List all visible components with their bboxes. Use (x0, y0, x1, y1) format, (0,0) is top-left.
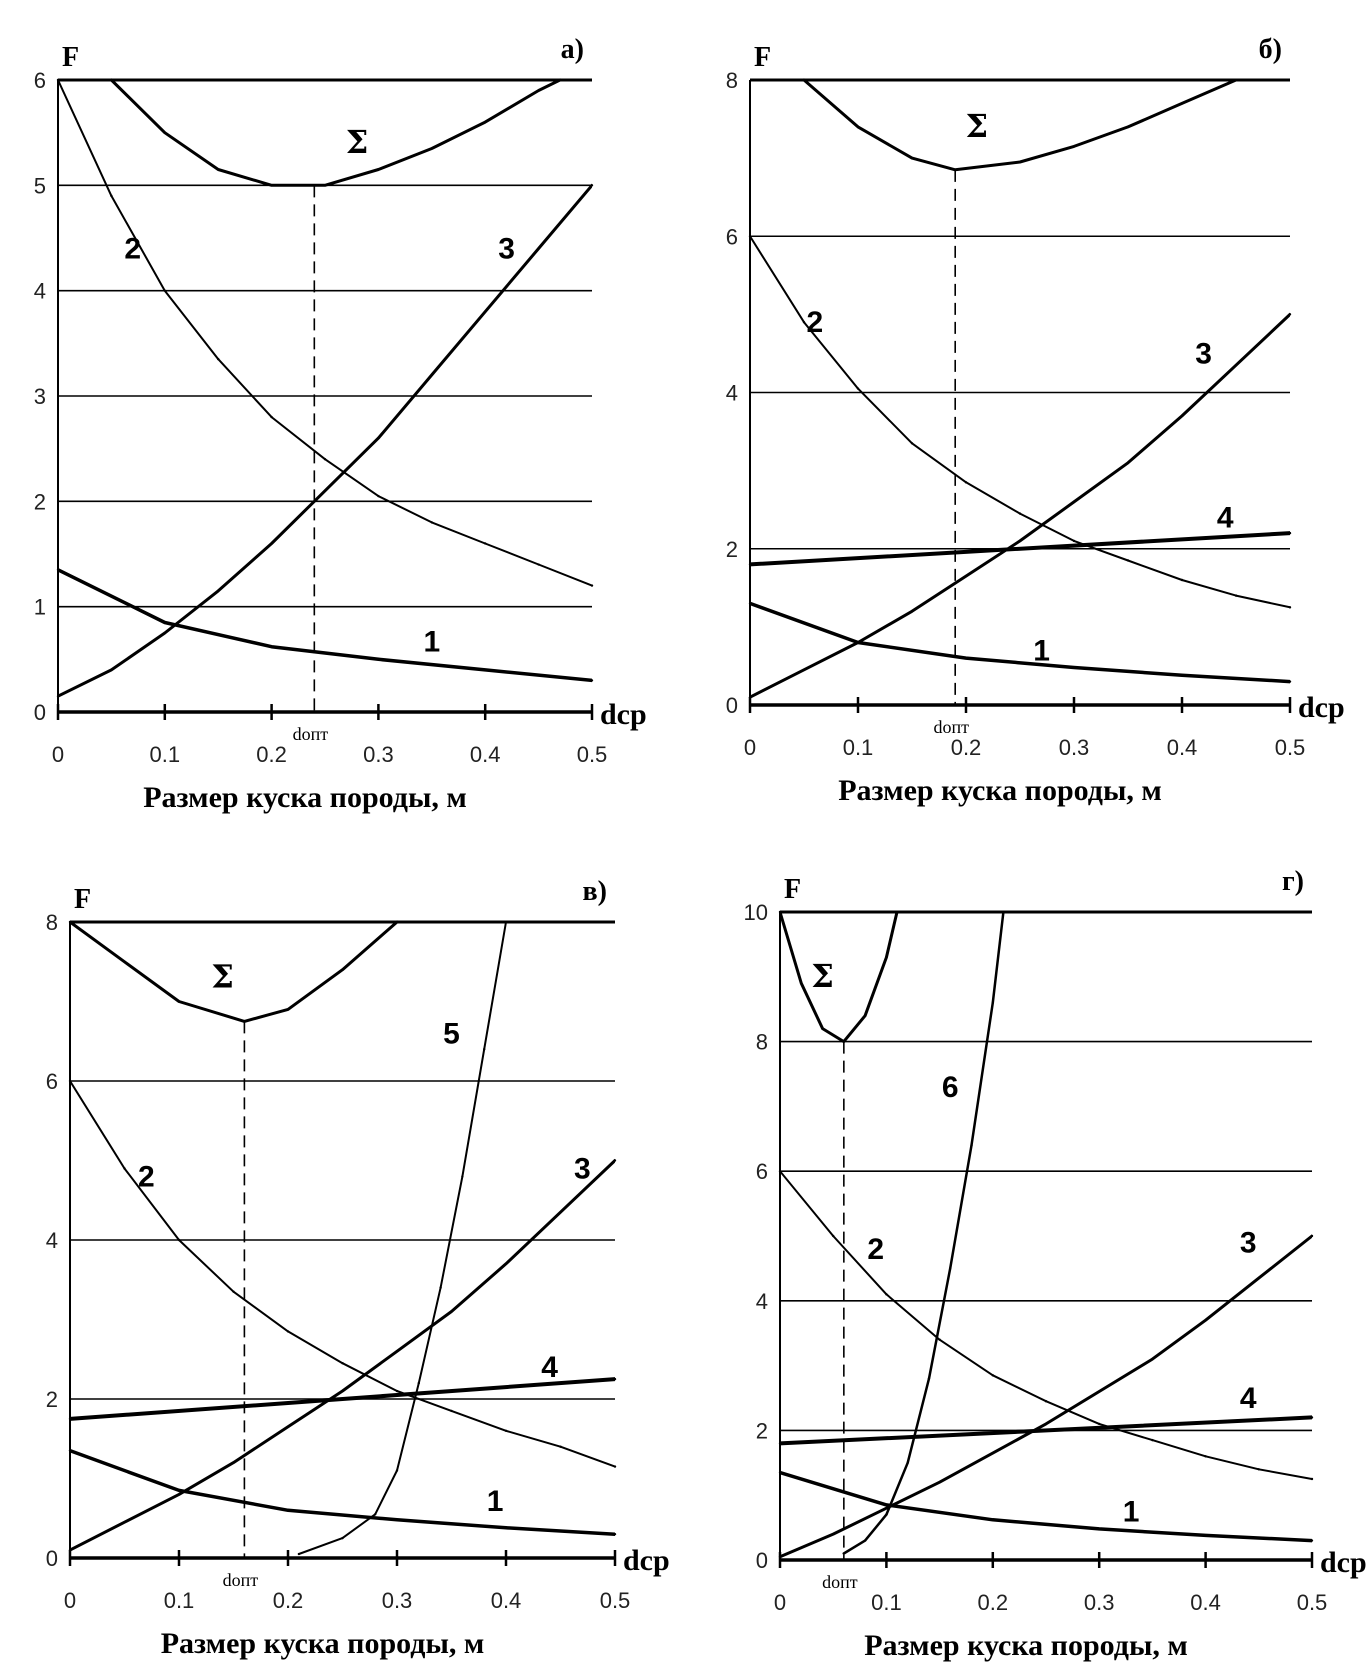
x-tick-label: 0.4 (1166, 735, 1198, 760)
series-1-point (1311, 1539, 1313, 1541)
series-1-point (749, 602, 751, 604)
series-5-point (341, 1537, 343, 1539)
series-sigma-point (270, 184, 272, 186)
series-sigma-point (123, 961, 125, 963)
x-tick-label: 0.3 (381, 1588, 413, 1613)
series-2-line (70, 1081, 615, 1467)
series-2-label: 2 (806, 306, 824, 340)
series-4-point (1311, 1416, 1313, 1418)
series-sigma-point (1127, 126, 1129, 128)
series-1-point (396, 1519, 398, 1521)
series-2-point (232, 1290, 234, 1292)
series-3-point (803, 669, 805, 671)
series-2-point (69, 1080, 71, 1082)
series-3-point (965, 575, 967, 577)
optimum-label: dопт (822, 1572, 858, 1592)
y-tick-label: 2 (33, 489, 46, 515)
series-3-point (779, 1556, 781, 1558)
panel-label: г) (1281, 866, 1304, 897)
series-2-point (270, 416, 272, 418)
series-2-line (750, 236, 1290, 607)
series-3-line (750, 314, 1290, 697)
series-1-point (1289, 680, 1291, 682)
y-tick-label: 4 (725, 380, 738, 406)
series-3-label: 3 (1195, 337, 1212, 371)
x-tick-label: 0.2 (977, 1590, 1009, 1615)
series-sigma-point (377, 168, 379, 170)
series-6-point (864, 1539, 866, 1541)
series-3-point (1235, 364, 1237, 366)
series-1-point (377, 658, 379, 660)
series-1-line (70, 1451, 615, 1535)
series-4-label: 4 (1239, 1382, 1257, 1415)
series-sigma-label: Σ (211, 957, 234, 996)
series-5-point (418, 1382, 420, 1384)
x-tick-label: 0.3 (363, 742, 394, 767)
series-2-point (164, 289, 166, 291)
x-axis-name: dср (1298, 691, 1345, 724)
y-tick-label: 5 (33, 173, 46, 199)
series-sigma-point (537, 89, 539, 91)
series-6-point (1002, 911, 1004, 913)
y-tick-label: 2 (45, 1387, 58, 1412)
series-2-point (324, 458, 326, 460)
optimum-label: dопт (933, 717, 969, 737)
series-2-point (287, 1330, 289, 1332)
series-3-point (287, 1426, 289, 1428)
series-6-point (906, 1462, 908, 1464)
y-tick-label: 6 (725, 224, 738, 250)
series-3-point (559, 1211, 561, 1213)
series-3-point (832, 1533, 834, 1535)
series-3-point (537, 247, 539, 249)
series-sigma-label: Σ (811, 956, 834, 995)
series-1-point (885, 1504, 887, 1506)
series-sigma-point (69, 921, 71, 923)
series-1-label: 1 (1122, 1495, 1140, 1529)
y-axis-label: F (74, 884, 92, 915)
series-4-point (69, 1418, 71, 1420)
series-3-line (780, 1236, 1312, 1557)
series-2-point (965, 481, 967, 483)
series-sigma-point (324, 184, 326, 186)
series-3-point (110, 669, 112, 671)
x-axis-title: Размер куска породы, м (838, 774, 1162, 807)
x-tick-label: 0 (51, 742, 65, 767)
series-1-point (779, 1471, 781, 1473)
series-3-point (938, 1481, 940, 1483)
y-tick-label: 8 (45, 910, 58, 935)
series-6-label: 6 (941, 1070, 959, 1104)
x-tick-label: 0 (63, 1588, 77, 1613)
series-sigma-point (779, 911, 781, 913)
series-1-point (57, 569, 59, 571)
x-tick-label: 0.5 (599, 1588, 631, 1613)
series-1-line (780, 1473, 1312, 1541)
series-3-point (1289, 313, 1291, 315)
series-3-point (123, 1521, 125, 1523)
series-2-point (614, 1465, 616, 1467)
series-3-point (1098, 1390, 1100, 1392)
series-4-point (1289, 532, 1291, 534)
series-sigma-point (1019, 161, 1021, 163)
series-4-point (614, 1378, 616, 1380)
y-tick-label: 4 (33, 278, 46, 304)
series-2-point (857, 387, 859, 389)
series-1-point (1181, 674, 1183, 676)
series-3-point (377, 437, 379, 439)
y-tick-label: 3 (33, 384, 46, 409)
series-2-point (537, 563, 539, 565)
y-tick-label: 8 (725, 68, 738, 93)
y-tick-label: 8 (755, 1029, 768, 1055)
x-tick-label: 0.2 (256, 742, 287, 767)
series-6-point (843, 1552, 845, 1554)
series-sigma-label: Σ (345, 123, 369, 162)
series-2-line (58, 80, 592, 586)
series-1-point (484, 669, 486, 671)
y-tick-label: 6 (33, 68, 46, 93)
series-3-point (217, 590, 219, 592)
series-6-point (992, 1002, 994, 1004)
series-3-point (450, 1310, 452, 1312)
series-1-point (287, 1509, 289, 1511)
series-5-point (396, 1469, 398, 1471)
series-3-label: 3 (498, 232, 515, 266)
y-tick-label: 6 (45, 1069, 58, 1094)
x-axis-title: Размер куска породы, м (143, 781, 467, 814)
y-axis-label: F (754, 42, 772, 73)
panel-label: б) (1258, 34, 1282, 65)
chart-panel-3 (46, 876, 670, 1660)
series-3-point (396, 1350, 398, 1352)
series-sigma-line (111, 80, 560, 185)
x-tick-label: 0.5 (576, 742, 608, 767)
series-1-label: 1 (1033, 634, 1050, 668)
x-axis-name: dср (600, 698, 647, 731)
series-3-point (885, 1507, 887, 1509)
y-tick-label: 4 (45, 1228, 58, 1253)
y-tick-label: 0 (45, 1546, 58, 1571)
series-sigma-point (800, 982, 802, 984)
series-2-point (341, 1362, 343, 1364)
x-tick-label: 0 (773, 1590, 787, 1615)
x-axis-title: Размер куска породы, м (864, 1629, 1188, 1662)
x-axis-title: Размер куска породы, м (160, 1627, 485, 1660)
x-tick-label: 0.1 (842, 735, 874, 760)
series-2-point (1073, 540, 1075, 542)
series-3-point (232, 1461, 234, 1463)
series-3-point (69, 1549, 71, 1551)
series-3-point (614, 1159, 616, 1161)
series-sigma-point (396, 921, 398, 923)
series-2-point (749, 235, 751, 237)
series-2-point (1098, 1423, 1100, 1425)
series-1-label: 1 (423, 625, 441, 659)
y-tick-label: 4 (755, 1288, 768, 1314)
series-2-point (57, 79, 59, 81)
y-tick-label: 0 (725, 693, 738, 718)
series-2-point (559, 1446, 561, 1448)
series-sigma-point (484, 121, 486, 123)
series-3-point (57, 695, 59, 697)
y-axis-label: F (784, 874, 802, 905)
series-sigma-point (1073, 145, 1075, 147)
series-sigma-point (217, 168, 219, 170)
series-sigma-point (857, 126, 859, 128)
series-2-point (1151, 1439, 1153, 1441)
series-1-point (270, 645, 272, 647)
series-3-point (1073, 501, 1075, 503)
y-tick-label: 10 (743, 900, 768, 925)
series-2-point (938, 1338, 940, 1340)
x-axis-name: dср (1320, 1546, 1367, 1579)
x-tick-label: 0.3 (1058, 735, 1090, 760)
series-sigma-label: Σ (965, 106, 989, 145)
series-2-point (1181, 579, 1183, 581)
series-2-point (123, 1167, 125, 1169)
x-tick-label: 0.1 (149, 742, 181, 767)
series-3-point (270, 542, 272, 544)
series-sigma-point (911, 157, 913, 159)
series-3-point (857, 641, 859, 643)
series-1-line (750, 603, 1290, 681)
x-tick-label: 0.4 (1190, 1590, 1221, 1615)
series-3-point (178, 1493, 180, 1495)
series-sigma-point (1235, 79, 1237, 81)
series-5-point (505, 921, 507, 923)
series-2-point (591, 584, 593, 586)
series-1-point (965, 657, 967, 659)
series-1-line (58, 570, 592, 681)
y-tick-label: 1 (33, 594, 46, 620)
series-1-point (1073, 666, 1075, 668)
series-3-point (164, 632, 166, 634)
x-tick-label: 0.5 (1296, 1590, 1328, 1615)
panel-label: в) (582, 876, 607, 907)
optimum-label: dопт (222, 1570, 259, 1590)
y-tick-label: 2 (755, 1418, 768, 1444)
series-1-point (164, 621, 166, 623)
series-1-point (591, 679, 593, 681)
series-4-label: 4 (1216, 501, 1234, 535)
series-2-point (911, 442, 913, 444)
y-tick-label: 6 (755, 1159, 768, 1185)
series-3-label: 3 (573, 1152, 591, 1186)
series-2-point (450, 1410, 452, 1412)
series-3-point (341, 1390, 343, 1392)
series-6-point (928, 1377, 930, 1379)
series-2-point (377, 495, 379, 497)
chart-panel-2 (726, 34, 1345, 807)
x-axis-name: dср (623, 1544, 670, 1577)
series-2-point (779, 1170, 781, 1172)
series-5-line (299, 922, 506, 1554)
series-3-point (431, 374, 433, 376)
series-2-line (780, 1171, 1312, 1479)
x-tick-label: 0.1 (871, 1590, 902, 1615)
series-4-point (779, 1442, 781, 1444)
y-axis-label: F (62, 42, 80, 73)
series-sigma-line (804, 80, 1236, 170)
x-tick-label: 0.1 (163, 1588, 195, 1613)
series-3-point (749, 696, 751, 698)
series-1-label: 1 (486, 1484, 504, 1518)
x-tick-label: 0.5 (1274, 735, 1306, 760)
panel-label: а) (560, 34, 584, 65)
series-2-point (1127, 559, 1129, 561)
x-tick-label: 0.4 (490, 1588, 522, 1613)
series-2-point (505, 1430, 507, 1432)
series-sigma-point (896, 911, 898, 913)
series-3-point (505, 1263, 507, 1265)
series-5-point (483, 1048, 485, 1050)
series-sigma-point (821, 1027, 823, 1029)
series-3-point (1151, 1358, 1153, 1360)
series-2-point (1204, 1455, 1206, 1457)
series-3-point (1204, 1319, 1206, 1321)
optimum-label: dопт (292, 724, 329, 744)
series-2-point (885, 1293, 887, 1295)
series-sigma-point (803, 79, 805, 81)
series-sigma-point (954, 169, 956, 171)
series-1-point (1204, 1534, 1206, 1536)
series-2-point (396, 1390, 398, 1392)
series-2-label: 2 (124, 232, 142, 266)
chart-panel-4 (744, 866, 1367, 1662)
series-3-label: 3 (1239, 1226, 1257, 1260)
x-tick-label: 0.2 (272, 1588, 304, 1613)
series-2-point (832, 1235, 834, 1237)
series-5-point (374, 1513, 376, 1515)
series-4-point (749, 563, 751, 565)
series-2-label: 2 (867, 1232, 885, 1266)
series-1-point (178, 1489, 180, 1491)
series-2-point (992, 1374, 994, 1376)
series-3-point (1127, 462, 1129, 464)
series-2-point (1045, 1400, 1047, 1402)
series-3-point (484, 311, 486, 313)
chart-panel-1 (34, 34, 647, 814)
series-2-point (431, 521, 433, 523)
x-tick-label: 0 (743, 735, 757, 760)
series-2-point (484, 542, 486, 544)
series-5-point (298, 1553, 300, 1555)
y-tick-label: 2 (725, 536, 738, 562)
series-sigma-point (164, 131, 166, 133)
y-tick-label: 0 (755, 1548, 768, 1573)
series-1-point (1098, 1528, 1100, 1530)
series-2-point (1235, 594, 1237, 596)
x-tick-label: 0.2 (950, 735, 982, 760)
series-5-point (461, 1175, 463, 1177)
series-5-label: 5 (443, 1017, 460, 1051)
series-2-point (110, 195, 112, 197)
series-6-point (885, 1513, 887, 1515)
series-2-point (1258, 1468, 1260, 1470)
series-sigma-point (178, 1000, 180, 1002)
series-6-point (949, 1267, 951, 1269)
series-1-point (992, 1519, 994, 1521)
gridlines (58, 80, 592, 712)
series-3-point (1258, 1277, 1260, 1279)
series-sigma-point (287, 1008, 289, 1010)
series-5-point (439, 1287, 441, 1289)
series-2-point (217, 358, 219, 360)
series-sigma-point (110, 79, 112, 81)
series-6-point (970, 1144, 972, 1146)
series-sigma-point (885, 956, 887, 958)
series-3-point (1311, 1235, 1313, 1237)
series-sigma-point (431, 147, 433, 149)
series-2-point (803, 321, 805, 323)
series-sigma-point (243, 1020, 245, 1022)
series-3-line (70, 1161, 615, 1551)
series-3-point (591, 184, 593, 186)
y-tick-label: 0 (33, 700, 46, 725)
series-3-point (1045, 1423, 1047, 1425)
series-1-point (505, 1527, 507, 1529)
series-sigma-line (780, 912, 897, 1042)
series-2-label: 2 (137, 1160, 155, 1194)
series-4-label: 4 (541, 1351, 558, 1385)
series-3-point (911, 610, 913, 612)
series-3-point (324, 490, 326, 492)
series-2-point (1019, 512, 1021, 514)
x-tick-label: 0.3 (1083, 1590, 1115, 1615)
series-sigma-point (864, 1014, 866, 1016)
series-2-point (178, 1239, 180, 1241)
series-3-point (1019, 540, 1021, 542)
series-sigma-point (843, 1040, 845, 1042)
series-1-point (614, 1533, 616, 1535)
series-2-point (1289, 606, 1291, 608)
x-tick-label: 0.4 (469, 742, 501, 767)
series-sigma-point (341, 969, 343, 971)
series-1-point (69, 1449, 71, 1451)
series-2-point (1311, 1478, 1313, 1480)
series-sigma-point (559, 79, 561, 81)
series-3-point (1181, 415, 1183, 417)
series-sigma-point (1181, 102, 1183, 104)
series-3-point (992, 1452, 994, 1454)
